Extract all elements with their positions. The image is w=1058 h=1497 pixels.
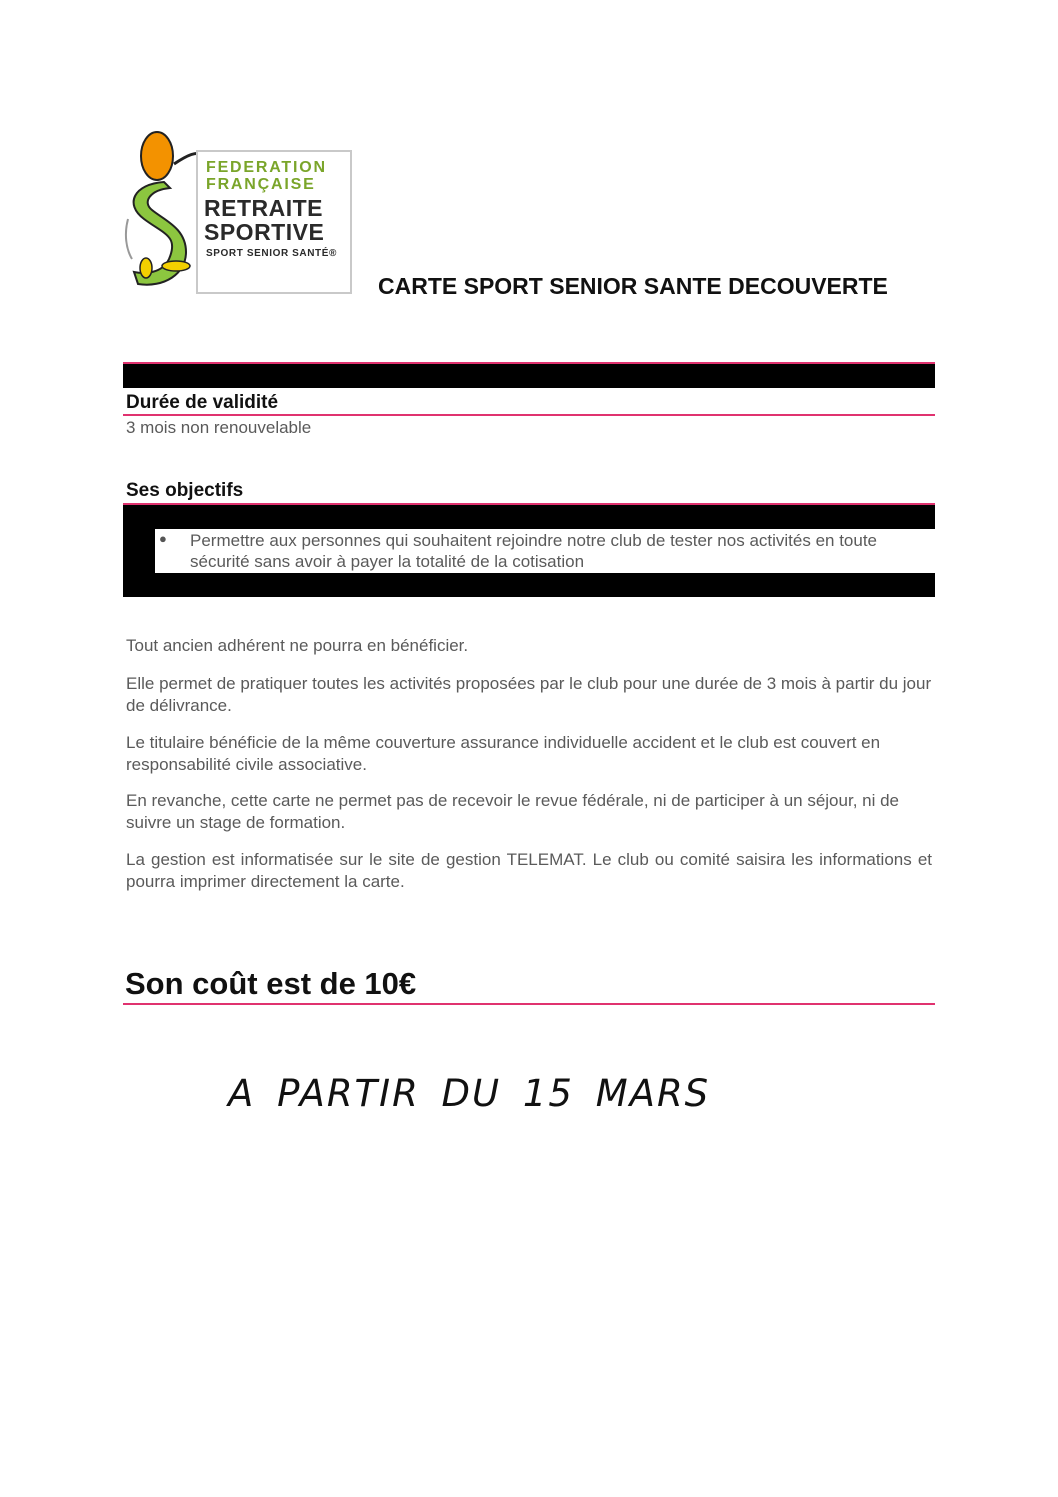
objective-list-item (155, 529, 935, 573)
logo-text-federation: FEDERATION (206, 159, 327, 176)
validity-divider (123, 414, 935, 416)
cost-heading: Son coût est de 10€ (125, 966, 417, 1001)
logo-text-francaise: FRANÇAISE (206, 176, 316, 193)
objectives-label: Ses objectifs (126, 480, 244, 501)
handwritten-start-date: A PARTIR DU 15 MARS (228, 1072, 711, 1115)
cost-divider (123, 1003, 935, 1005)
redaction-bar-top (123, 364, 935, 388)
ffrs-logo (124, 124, 352, 296)
logo-text-tagline: SPORT SENIOR SANTÉ® (206, 248, 338, 259)
logo-text-sportive: SPORTIVE (204, 219, 325, 245)
paragraph-former-members: Tout ancien adhérent ne pourra en bénéficier. (126, 636, 469, 655)
bullet-icon: ● (159, 531, 167, 546)
logo-text-retraite: RETRAITE (204, 195, 323, 221)
paragraph-insurance: Le titulaire bénéficie de la même couverture assurance individuelle accident et le club est couvert en responsabilité civile associative. (126, 733, 881, 774)
objective-text: Permettre aux personnes qui souhaitent rejoindre notre club de tester nos activités en toute sécurité sans avoir à payer la totalité de la cotisation (190, 531, 878, 571)
paragraph-activities: Elle permet de pratiquer toutes les activités proposées par le club pour une durée de 3 mois à partir du jour de délivrance. (126, 674, 932, 715)
logo-figure-icon (124, 124, 204, 296)
page-title: CARTE SPORT SENIOR SANTE DECOUVERTE (378, 273, 888, 299)
validity-value: 3 mois non renouvelable (126, 418, 312, 437)
paragraph-management: La gestion est informatisée sur le site de gestion TELEMAT. Le club ou comité saisira les informations et pourra imprimer directement la carte. (126, 850, 932, 891)
validity-label: Durée de validité (126, 392, 279, 413)
paragraph-restrictions: En revanche, cette carte ne permet pas de recevoir le revue fédérale, ni de participer à un séjour, ni de suivre un stage de formation. (126, 791, 900, 832)
